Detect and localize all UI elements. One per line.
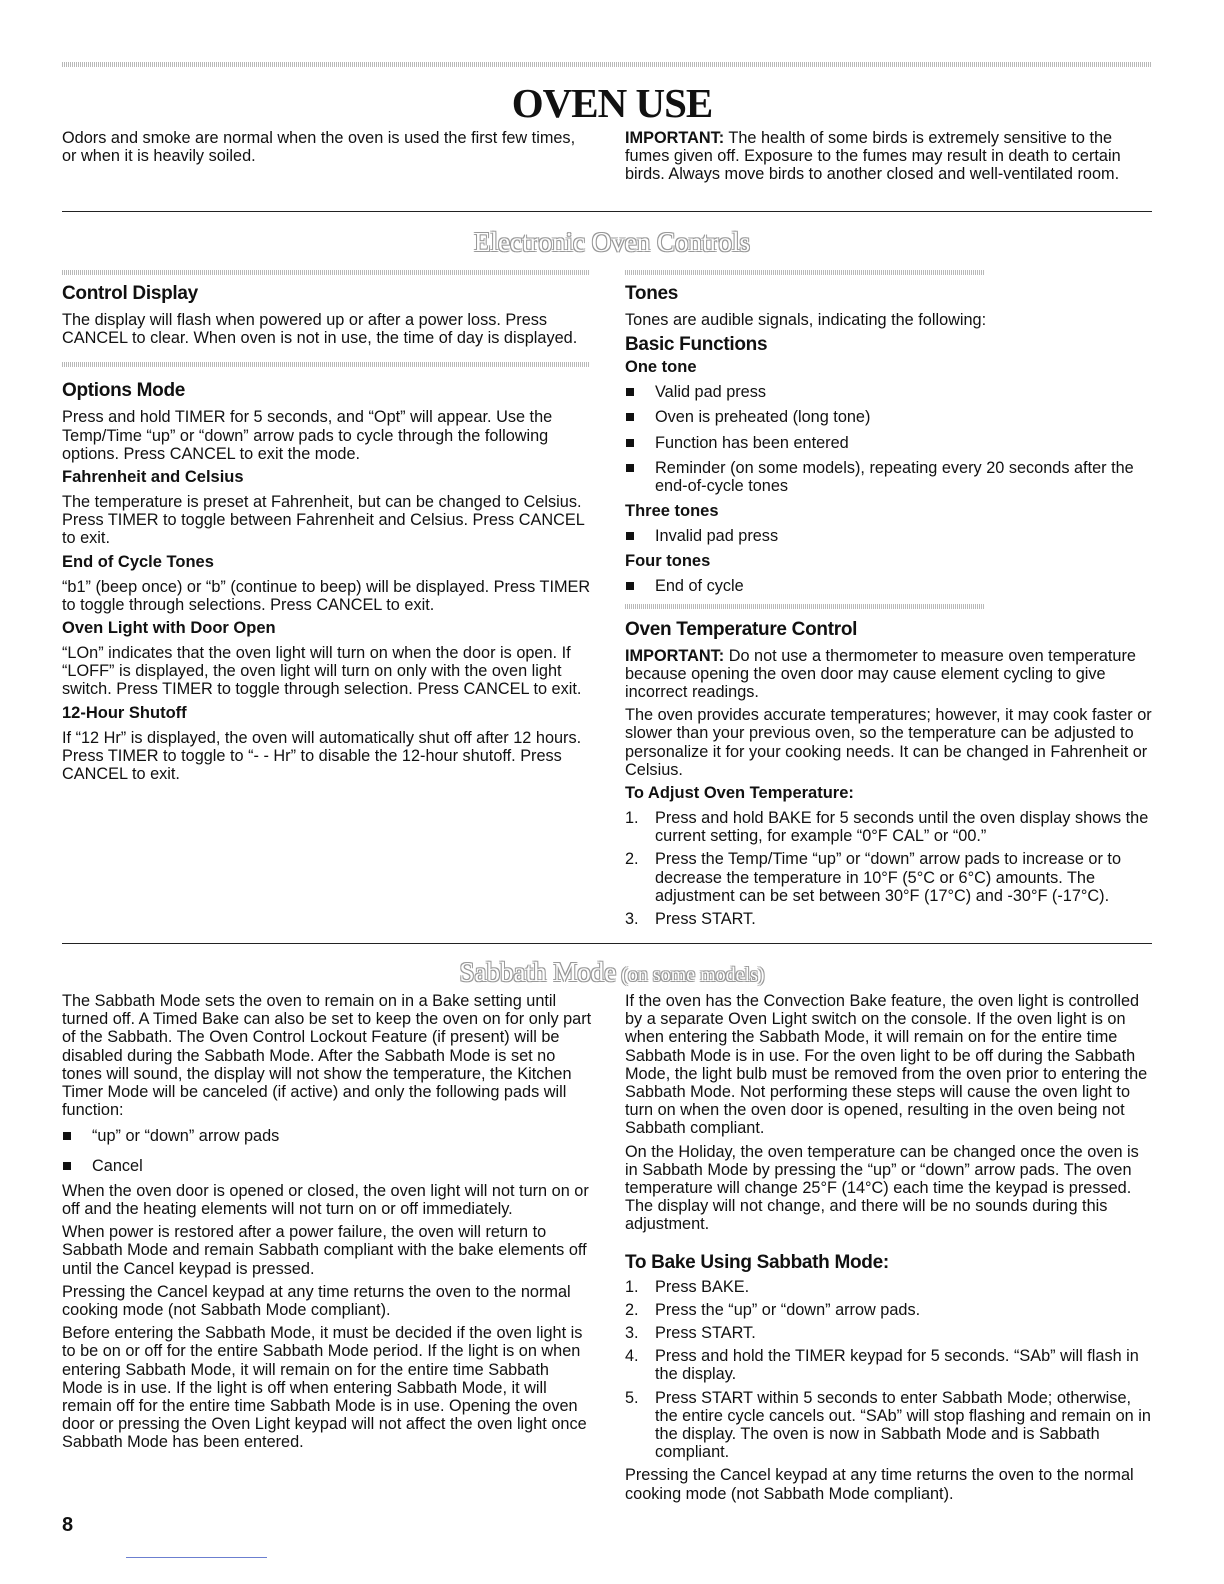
options-hatch (62, 362, 590, 367)
light-heading: Oven Light with Door Open (62, 619, 276, 638)
three-tones-heading: Three tones (625, 502, 719, 521)
three-tones-list (625, 527, 1155, 545)
eoc-heading: End of Cycle Tones (62, 552, 214, 571)
tones-text: Tones are audible signals, indicating the following: (625, 311, 987, 329)
intro-text: Odors and smoke are normal when the oven is used the first few times, or when it is heavily soiled. (62, 129, 576, 166)
list-item: Reminder (on some models), repeating every 20 seconds after the end-of-cycle tones (625, 459, 1155, 495)
list-item: “up” or “down” arrow pads (62, 1127, 592, 1145)
sabbath-bake-steps (625, 1278, 1155, 1462)
one-tone-list (625, 383, 1155, 495)
control-display-text: The display will flash when powered up or after a power loss. Press CANCEL to clear. When oven is not in use, the time of day is displayed. (62, 311, 578, 348)
list-item: 2. Press the Temp/Time “up” or “down” arrow pads to increase or to decrease the temperature in 10°F (5°C or 6°C) amounts. The adjustment can be set between 30°F (17°C) and -30°F (-17°C). (625, 850, 1122, 905)
sabbath-right-p2: On the Holiday, the oven temperature can be changed once the oven is in Sabbath Mode by pressing the “up” or “down” arrow pads. The oven temperature will change 25°F (14°C) each time the keypad is pressed. The display will not change, and there will be no sounds during this adjustment. (625, 1142, 1139, 1234)
options-mode-heading: Options Mode (62, 380, 186, 402)
page-number: 8 (62, 1514, 74, 1536)
sabbath-left-p5: Before entering the Sabbath Mode, it must be decided if the oven light is to be on or off for the entire Sabbath Mode period. If the light is on when entering Sabbath Mode, it will remain on for the entire time Sabbath Mode is in use. If the light is off when entering Sabbath Mode, it will remain off for the entire time Sabbath Mode is in use. Opening the oven door or pressing the Oven Light keypad will not affect the oven light once Sabbath Mode has been entered. (62, 1324, 587, 1452)
intro-important (625, 129, 1155, 184)
temp-control-heading: Oven Temperature Control (625, 618, 858, 640)
sabbath-right-column (625, 992, 1155, 1508)
fahrenheit-heading: Fahrenheit and Celsius (62, 468, 244, 487)
temp-important (625, 647, 1155, 702)
four-tones-list (625, 577, 1155, 595)
one-tone-heading: One tone (625, 358, 697, 377)
sabbath-left-p4: Pressing the Cancel keypad at any time returns the oven to the normal cooking mode (not Sabbath Mode compliant). (62, 1282, 571, 1320)
list-item: Oven is preheated (long tone) (625, 408, 1155, 426)
sabbath-right-p3: Pressing the Cancel keypad at any time returns the oven to the normal cooking mode (not Sabbath Mode compliant). (625, 1466, 1134, 1503)
electronic-left-column (62, 283, 592, 788)
tones-heading: Tones (625, 283, 679, 304)
list-item: 3. Press START. (625, 910, 756, 929)
section-rule (62, 943, 1152, 944)
temp-text: The oven provides accurate temperatures; however, it may cook faster or slower than your previous oven, so the temperature can be adjusted to personalize it for your cooking needs. It can be changed in Fahrenheit or Celsius. (625, 706, 1152, 779)
sabbath-left-p2: When the oven door is opened or closed, the oven light will not turn on or off and the heating elements will not turn on or off immediately. (62, 1181, 589, 1219)
fahrenheit-text: The temperature is preset at Fahrenheit, but can be changed to Celsius. Press TIMER to toggle between Fahrenheit and Celsius. Press CANCEL to exit. (62, 493, 585, 548)
electronic-hatch-left (62, 270, 590, 275)
sabbath-left-column (62, 992, 592, 1457)
shutoff-text: If “12 Hr” is displayed, the oven will automatically shut off after 12 hours. Press TIMER to toggle to “- - Hr” to disable the 12-hour shutoff. Press CANCEL to exit. (62, 728, 582, 784)
important-label: IMPORTANT: (625, 129, 725, 147)
intro-left (62, 129, 592, 170)
list-item: Valid pad press (625, 383, 1155, 401)
adjust-steps (625, 809, 1155, 928)
section-title-sabbath (0, 956, 1224, 991)
list-item: 3. Press START. (625, 1324, 756, 1343)
temp-control-hatch (625, 604, 985, 609)
control-display-heading: Control Display (62, 283, 198, 304)
electronic-hatch-right (625, 270, 985, 275)
adjust-heading: To Adjust Oven Temperature: (625, 784, 854, 803)
list-item: End of cycle (625, 577, 1155, 595)
footer-link-bar (126, 1557, 267, 1558)
list-item: Invalid pad press (625, 527, 1155, 545)
sabbath-right-p1: If the oven has the Convection Bake feature, the oven light is controlled by a separate Oven Light switch on the console. If the oven light is on when entering the Sabbath Mode, it will remain on for the entire time Sabbath Mode is in use. For the oven light to be off during the Sabbath Mode, the light bulb must be removed from the oven prior to entering the Sabbath Mode. Not performing these steps will cause the oven light to turn on when the oven door is opened, resulting in the oven being not Sabbath compliant. (625, 992, 1148, 1138)
list-item: 5. Press START within 5 seconds to enter Sabbath Mode; otherwise, the entire cycle cancels out. “SAb” will stop flashing and remain on in the display. The oven is now in Sabbath Mode and is Sabbath compliant. (625, 1388, 1151, 1462)
list-item: 1. Press and hold BAKE for 5 seconds until the oven display shows the current setting, for example “0°F CAL” or “00.” (625, 809, 1149, 846)
list-item: Cancel (62, 1157, 592, 1175)
section-rule (62, 211, 1152, 212)
important-label: IMPORTANT: (625, 646, 725, 665)
sabbath-subtitle: (on some models) (616, 964, 765, 986)
four-tones-heading: Four tones (625, 552, 711, 571)
sabbath-bake-heading: To Bake Using Sabbath Mode: (625, 1251, 889, 1273)
intro-right (625, 129, 1155, 189)
page-title: OVEN USE (511, 80, 713, 126)
section-title-electronic: Electronic Oven Controls (474, 227, 750, 257)
eoc-text: “b1” (beep once) or “b” (continue to beep) will be displayed. Press TIMER to toggle through selections. Press CANCEL to exit. (62, 577, 591, 614)
basic-functions-heading: Basic Functions (625, 334, 768, 356)
sabbath-left-p3: When power is restored after a power failure, the oven will return to Sabbath Mode and remain Sabbath compliant with the bake elements off until the Cancel keypad is pressed. (62, 1223, 587, 1278)
list-item: 1. Press BAKE. (625, 1277, 750, 1296)
sabbath-left-p1: The Sabbath Mode sets the oven to remain on in a Bake setting until turned off. A Timed Bake can also be set to keep the oven on for only part of the Sabbath. The Oven Control Lockout Feature (if present) will be disabled during the Sabbath Mode. After the Sabbath Mode is set no tones will sound, the display will not show the temperature, the Kitchen Timer Mode will be canceled (if active) and only the following pads will function: (62, 992, 592, 1120)
list-item: 4. Press and hold the TIMER keypad for 5 seconds. “SAb” will flash in the display. (625, 1347, 1139, 1384)
important-text: The health of some birds is extremely sensitive to the fumes given off. Exposure to the fumes may result in death to certain birds. Always move birds to another closed and well-ventilated room. (625, 129, 1121, 184)
list-item: Function has been entered (625, 434, 1155, 452)
electronic-right-column (625, 283, 1155, 933)
important-text: Do not use a thermometer to measure oven temperature because opening the oven door may cause element cycling to give incorrect readings. (625, 646, 1136, 702)
sabbath-pads-list (62, 1127, 592, 1174)
top-hatch-band (62, 62, 1152, 67)
list-item: 2. Press the “up” or “down” arrow pads. (625, 1300, 921, 1319)
shutoff-heading: 12-Hour Shutoff (62, 703, 187, 722)
light-text: “LOn” indicates that the oven light will turn on when the door is open. If “LOFF” is displayed, the oven light will turn on only with the oven light switch. Press TIMER to toggle through selection. Press CANCEL to exit. (62, 644, 582, 699)
options-mode-text: Press and hold TIMER for 5 seconds, and “Opt” will appear. Use the Temp/Time “up” or “down” arrow pads to cycle through the following options. Press CANCEL to exit the mode. (62, 408, 553, 463)
sabbath-title: Sabbath Mode (459, 957, 617, 987)
